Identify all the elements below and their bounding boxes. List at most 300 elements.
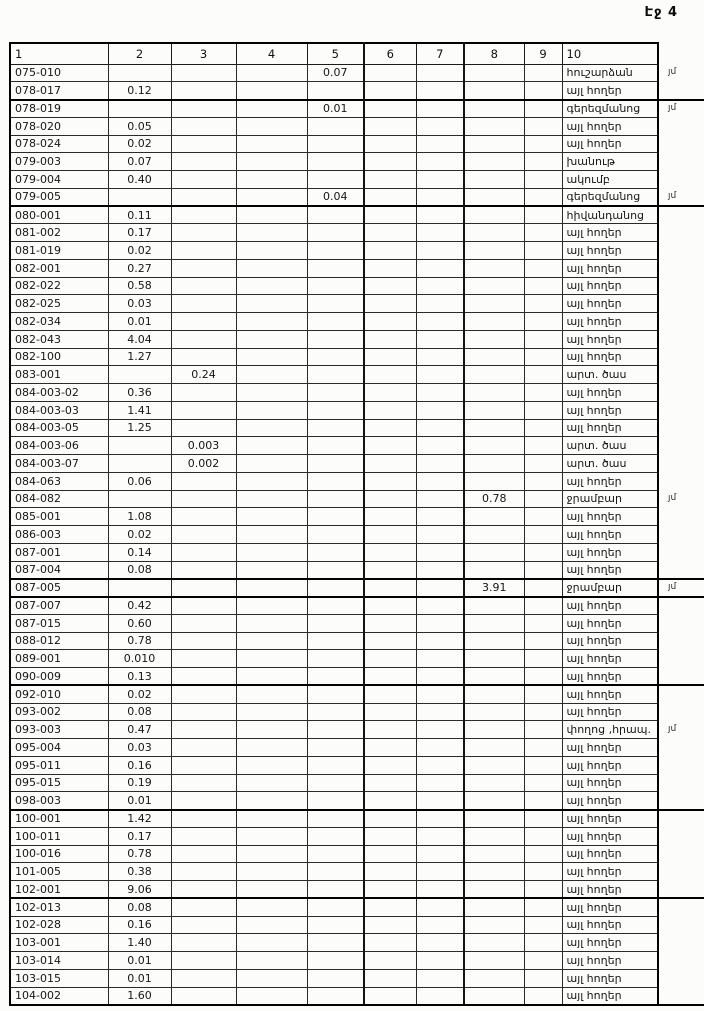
value-cell: 0.16	[108, 916, 171, 934]
value-cell	[236, 419, 307, 437]
value-cell	[171, 490, 236, 508]
table-row	[10, 526, 704, 544]
value-cell	[524, 295, 562, 313]
value-cell	[364, 313, 416, 331]
column-header: 1	[10, 43, 108, 64]
value-cell	[416, 153, 464, 171]
value-cell	[307, 224, 364, 242]
value-cell	[364, 756, 416, 774]
value-cell: 0.01	[108, 792, 171, 810]
table-row	[10, 774, 704, 792]
land-use-cell: այլ հողեր	[562, 739, 658, 757]
table-row	[10, 721, 704, 739]
value-cell	[364, 632, 416, 650]
value-cell	[307, 295, 364, 313]
land-use-cell: արտ. ծաս	[562, 437, 658, 455]
table-row	[10, 827, 704, 845]
margin-note	[658, 206, 704, 224]
value-cell	[524, 685, 562, 703]
value-cell	[307, 703, 364, 721]
parcel-code-cell: 079-005	[10, 188, 108, 206]
value-cell	[464, 685, 524, 703]
margin-note	[658, 632, 704, 650]
value-cell	[464, 898, 524, 916]
value-cell	[364, 82, 416, 100]
land-use-cell: այլ հողեր	[562, 277, 658, 295]
value-cell: 0.003	[171, 437, 236, 455]
parcel-code-cell: 078-017	[10, 82, 108, 100]
table-row	[10, 153, 704, 171]
parcel-code-cell: 081-019	[10, 242, 108, 260]
value-cell	[171, 810, 236, 828]
value-cell	[464, 632, 524, 650]
value-cell	[307, 401, 364, 419]
value-cell	[416, 348, 464, 366]
parcel-code-cell: 087-005	[10, 579, 108, 597]
table-row	[10, 455, 704, 473]
column-header: 2	[108, 43, 171, 64]
value-cell	[524, 916, 562, 934]
value-cell	[236, 188, 307, 206]
value-cell	[236, 845, 307, 863]
table-row	[10, 206, 704, 224]
table-row	[10, 242, 704, 260]
value-cell	[364, 827, 416, 845]
value-cell	[108, 188, 171, 206]
parcel-code-cell: 095-011	[10, 756, 108, 774]
margin-note	[658, 881, 704, 899]
value-cell	[364, 898, 416, 916]
land-use-cell: այլ հողեր	[562, 419, 658, 437]
value-cell: 0.03	[108, 739, 171, 757]
value-cell	[464, 455, 524, 473]
value-cell	[464, 508, 524, 526]
value-cell	[416, 916, 464, 934]
table-row	[10, 934, 704, 952]
value-cell: 1.27	[108, 348, 171, 366]
value-cell	[364, 259, 416, 277]
value-cell	[524, 348, 562, 366]
value-cell	[307, 117, 364, 135]
value-cell	[464, 934, 524, 952]
value-cell	[464, 384, 524, 402]
value-cell: 0.60	[108, 614, 171, 632]
value-cell	[524, 313, 562, 331]
land-use-cell: հիվանդանոց	[562, 206, 658, 224]
value-cell	[464, 348, 524, 366]
value-cell	[236, 650, 307, 668]
parcel-code-cell: 100-001	[10, 810, 108, 828]
margin-note: յմ	[668, 724, 677, 735]
value-cell: 0.04	[307, 188, 364, 206]
value-cell	[364, 916, 416, 934]
parcel-code-cell: 084-003-05	[10, 419, 108, 437]
table-row	[10, 898, 704, 916]
value-cell: 0.47	[108, 721, 171, 739]
value-cell	[171, 685, 236, 703]
value-cell	[524, 135, 562, 153]
value-cell	[416, 650, 464, 668]
value-cell	[171, 881, 236, 899]
parcel-code-cell: 084-003-06	[10, 437, 108, 455]
value-cell	[171, 721, 236, 739]
value-cell	[524, 898, 562, 916]
value-cell	[108, 579, 171, 597]
value-cell	[364, 792, 416, 810]
table-header-row	[10, 43, 704, 64]
value-cell	[464, 472, 524, 490]
value-cell	[416, 313, 464, 331]
value-cell	[464, 100, 524, 118]
table-row	[10, 419, 704, 437]
value-cell	[171, 188, 236, 206]
margin-note	[658, 384, 704, 402]
value-cell	[464, 703, 524, 721]
value-cell	[524, 330, 562, 348]
value-cell	[416, 117, 464, 135]
value-cell	[524, 721, 562, 739]
margin-note	[658, 969, 704, 987]
margin-note	[658, 916, 704, 934]
parcel-code-cell: 087-015	[10, 614, 108, 632]
value-cell	[171, 614, 236, 632]
value-cell	[307, 242, 364, 260]
value-cell	[364, 614, 416, 632]
value-cell	[364, 295, 416, 313]
table-row	[10, 632, 704, 650]
value-cell	[464, 792, 524, 810]
value-cell	[236, 490, 307, 508]
value-cell	[464, 881, 524, 899]
value-cell	[364, 952, 416, 970]
margin-note	[658, 739, 704, 757]
parcel-code-cell: 079-003	[10, 153, 108, 171]
value-cell: 0.58	[108, 277, 171, 295]
value-cell	[307, 579, 364, 597]
value-cell	[416, 295, 464, 313]
value-cell	[171, 827, 236, 845]
parcel-code-cell: 102-013	[10, 898, 108, 916]
table-body	[10, 64, 704, 1005]
value-cell	[171, 579, 236, 597]
value-cell	[236, 827, 307, 845]
value-cell	[171, 916, 236, 934]
value-cell	[171, 259, 236, 277]
value-cell: 0.010	[108, 650, 171, 668]
value-cell	[464, 366, 524, 384]
value-cell	[416, 739, 464, 757]
margin-note	[658, 614, 704, 632]
table-row	[10, 472, 704, 490]
value-cell: 1.25	[108, 419, 171, 437]
table-row	[10, 987, 704, 1005]
value-cell	[236, 295, 307, 313]
margin-note	[658, 987, 704, 1005]
value-cell	[524, 419, 562, 437]
parcel-code-cell: 082-025	[10, 295, 108, 313]
value-cell	[416, 774, 464, 792]
land-use-cell: այլ հողեր	[562, 295, 658, 313]
value-cell	[524, 827, 562, 845]
value-cell	[464, 845, 524, 863]
value-cell: 0.01	[108, 313, 171, 331]
margin-note	[658, 153, 704, 171]
table-row	[10, 366, 704, 384]
value-cell	[307, 135, 364, 153]
value-cell	[171, 650, 236, 668]
value-cell	[171, 543, 236, 561]
value-cell	[416, 82, 464, 100]
table-row	[10, 845, 704, 863]
margin-note	[658, 259, 704, 277]
table-row	[10, 916, 704, 934]
value-cell	[464, 756, 524, 774]
value-cell	[524, 366, 562, 384]
table-row	[10, 579, 704, 597]
value-cell	[364, 437, 416, 455]
value-cell: 0.002	[171, 455, 236, 473]
land-parcel-table	[9, 42, 704, 1006]
header-row	[10, 43, 704, 64]
land-use-cell: այլ հողեր	[562, 792, 658, 810]
value-cell	[464, 810, 524, 828]
table-row	[10, 668, 704, 686]
value-cell	[171, 561, 236, 579]
value-cell	[236, 863, 307, 881]
value-cell	[364, 739, 416, 757]
value-cell: 0.02	[108, 135, 171, 153]
value-cell	[108, 490, 171, 508]
land-use-cell: այլ հողեր	[562, 668, 658, 686]
value-cell	[364, 384, 416, 402]
value-cell: 1.40	[108, 934, 171, 952]
value-cell	[171, 597, 236, 615]
value-cell	[524, 171, 562, 189]
value-cell: 0.07	[307, 64, 364, 82]
value-cell	[171, 384, 236, 402]
margin-note	[658, 242, 704, 260]
land-use-cell: այլ հողեր	[562, 82, 658, 100]
value-cell	[416, 792, 464, 810]
margin-note	[658, 685, 704, 703]
value-cell	[416, 259, 464, 277]
value-cell	[171, 987, 236, 1005]
value-cell	[236, 898, 307, 916]
land-use-cell: այլ հողեր	[562, 614, 658, 632]
value-cell	[236, 987, 307, 1005]
margin-note	[658, 171, 704, 189]
value-cell	[171, 632, 236, 650]
table-row	[10, 259, 704, 277]
value-cell	[307, 934, 364, 952]
value-cell	[171, 401, 236, 419]
value-cell	[171, 313, 236, 331]
land-use-cell: խանութ	[562, 153, 658, 171]
value-cell	[464, 419, 524, 437]
value-cell	[236, 277, 307, 295]
land-use-cell: այլ հողեր	[562, 685, 658, 703]
value-cell	[171, 330, 236, 348]
column-header: 7	[416, 43, 464, 64]
value-cell	[464, 614, 524, 632]
value-cell	[416, 561, 464, 579]
value-cell	[416, 685, 464, 703]
parcel-code-cell: 084-003-07	[10, 455, 108, 473]
value-cell	[524, 277, 562, 295]
table-row	[10, 650, 704, 668]
land-use-cell: այլ հողեր	[562, 987, 658, 1005]
value-cell	[464, 295, 524, 313]
margin-note	[658, 277, 704, 295]
margin-note	[658, 898, 704, 916]
value-cell	[307, 419, 364, 437]
value-cell	[307, 756, 364, 774]
parcel-code-cell: 085-001	[10, 508, 108, 526]
margin-note	[658, 82, 704, 100]
value-cell: 0.02	[108, 685, 171, 703]
value-cell	[464, 171, 524, 189]
value-cell	[364, 401, 416, 419]
value-cell	[416, 632, 464, 650]
value-cell	[416, 455, 464, 473]
value-cell: 0.16	[108, 756, 171, 774]
margin-note	[658, 934, 704, 952]
value-cell	[364, 721, 416, 739]
land-use-cell: այլ հողեր	[562, 117, 658, 135]
parcel-code-cell: 078-024	[10, 135, 108, 153]
margin-note	[658, 135, 704, 153]
margin-note	[658, 330, 704, 348]
value-cell: 0.08	[108, 898, 171, 916]
value-cell	[416, 863, 464, 881]
value-cell	[416, 668, 464, 686]
value-cell	[364, 561, 416, 579]
value-cell: 0.11	[108, 206, 171, 224]
value-cell	[364, 490, 416, 508]
parcel-code-cell: 093-002	[10, 703, 108, 721]
value-cell: 4.04	[108, 330, 171, 348]
value-cell: 3.91	[464, 579, 524, 597]
value-cell: 0.03	[108, 295, 171, 313]
value-cell	[307, 348, 364, 366]
value-cell	[524, 455, 562, 473]
value-cell	[236, 384, 307, 402]
value-cell	[524, 384, 562, 402]
value-cell	[236, 259, 307, 277]
margin-note: յմ	[668, 191, 677, 202]
value-cell	[307, 330, 364, 348]
land-use-cell: այլ հողեր	[562, 313, 658, 331]
value-cell	[236, 756, 307, 774]
margin-note	[658, 792, 704, 810]
value-cell	[236, 916, 307, 934]
margin-note	[658, 774, 704, 792]
value-cell	[307, 455, 364, 473]
margin-note	[658, 419, 704, 437]
value-cell	[364, 543, 416, 561]
value-cell	[464, 952, 524, 970]
value-cell	[236, 401, 307, 419]
land-use-cell: այլ հողեր	[562, 703, 658, 721]
table-row	[10, 561, 704, 579]
value-cell	[364, 455, 416, 473]
land-use-cell: գերեզմանոց	[562, 100, 658, 118]
value-cell	[236, 330, 307, 348]
value-cell	[464, 401, 524, 419]
value-cell	[171, 171, 236, 189]
value-cell	[416, 987, 464, 1005]
value-cell	[236, 455, 307, 473]
land-use-cell: այլ հողեր	[562, 881, 658, 899]
land-use-cell: այլ հողեր	[562, 224, 658, 242]
table-row	[10, 224, 704, 242]
land-use-cell: այլ հողեր	[562, 384, 658, 402]
value-cell	[236, 82, 307, 100]
value-cell	[364, 685, 416, 703]
column-header: 9	[524, 43, 562, 64]
value-cell	[524, 153, 562, 171]
value-cell	[171, 277, 236, 295]
value-cell: 0.01	[108, 952, 171, 970]
value-cell	[171, 224, 236, 242]
value-cell	[416, 969, 464, 987]
land-use-cell: այլ հողեր	[562, 756, 658, 774]
value-cell	[364, 526, 416, 544]
value-cell	[236, 206, 307, 224]
parcel-code-cell: 084-003-03	[10, 401, 108, 419]
value-cell	[364, 810, 416, 828]
value-cell	[307, 827, 364, 845]
parcel-code-cell: 095-015	[10, 774, 108, 792]
value-cell	[416, 135, 464, 153]
value-cell	[524, 437, 562, 455]
value-cell	[307, 472, 364, 490]
value-cell: 0.05	[108, 117, 171, 135]
land-use-cell: հուշարձան	[562, 64, 658, 82]
parcel-code-cell: 086-003	[10, 526, 108, 544]
value-cell	[307, 969, 364, 987]
parcel-code-cell: 082-022	[10, 277, 108, 295]
value-cell	[236, 561, 307, 579]
value-cell	[524, 934, 562, 952]
value-cell	[364, 774, 416, 792]
value-cell	[236, 348, 307, 366]
value-cell: 0.12	[108, 82, 171, 100]
parcel-code-cell: 093-003	[10, 721, 108, 739]
margin-note	[658, 863, 704, 881]
value-cell	[236, 969, 307, 987]
value-cell	[171, 756, 236, 774]
table-row	[10, 969, 704, 987]
column-header: 10	[562, 43, 658, 64]
table-row	[10, 863, 704, 881]
value-cell	[236, 153, 307, 171]
value-cell	[364, 881, 416, 899]
value-cell	[524, 259, 562, 277]
margin-note	[658, 827, 704, 845]
value-cell	[524, 756, 562, 774]
value-cell	[307, 721, 364, 739]
value-cell: 1.08	[108, 508, 171, 526]
land-use-cell: ջրամբար	[562, 579, 658, 597]
value-cell	[171, 863, 236, 881]
parcel-code-cell: 084-082	[10, 490, 108, 508]
value-cell	[416, 242, 464, 260]
table-row	[10, 313, 704, 331]
value-cell	[307, 952, 364, 970]
value-cell	[171, 703, 236, 721]
value-cell	[236, 614, 307, 632]
